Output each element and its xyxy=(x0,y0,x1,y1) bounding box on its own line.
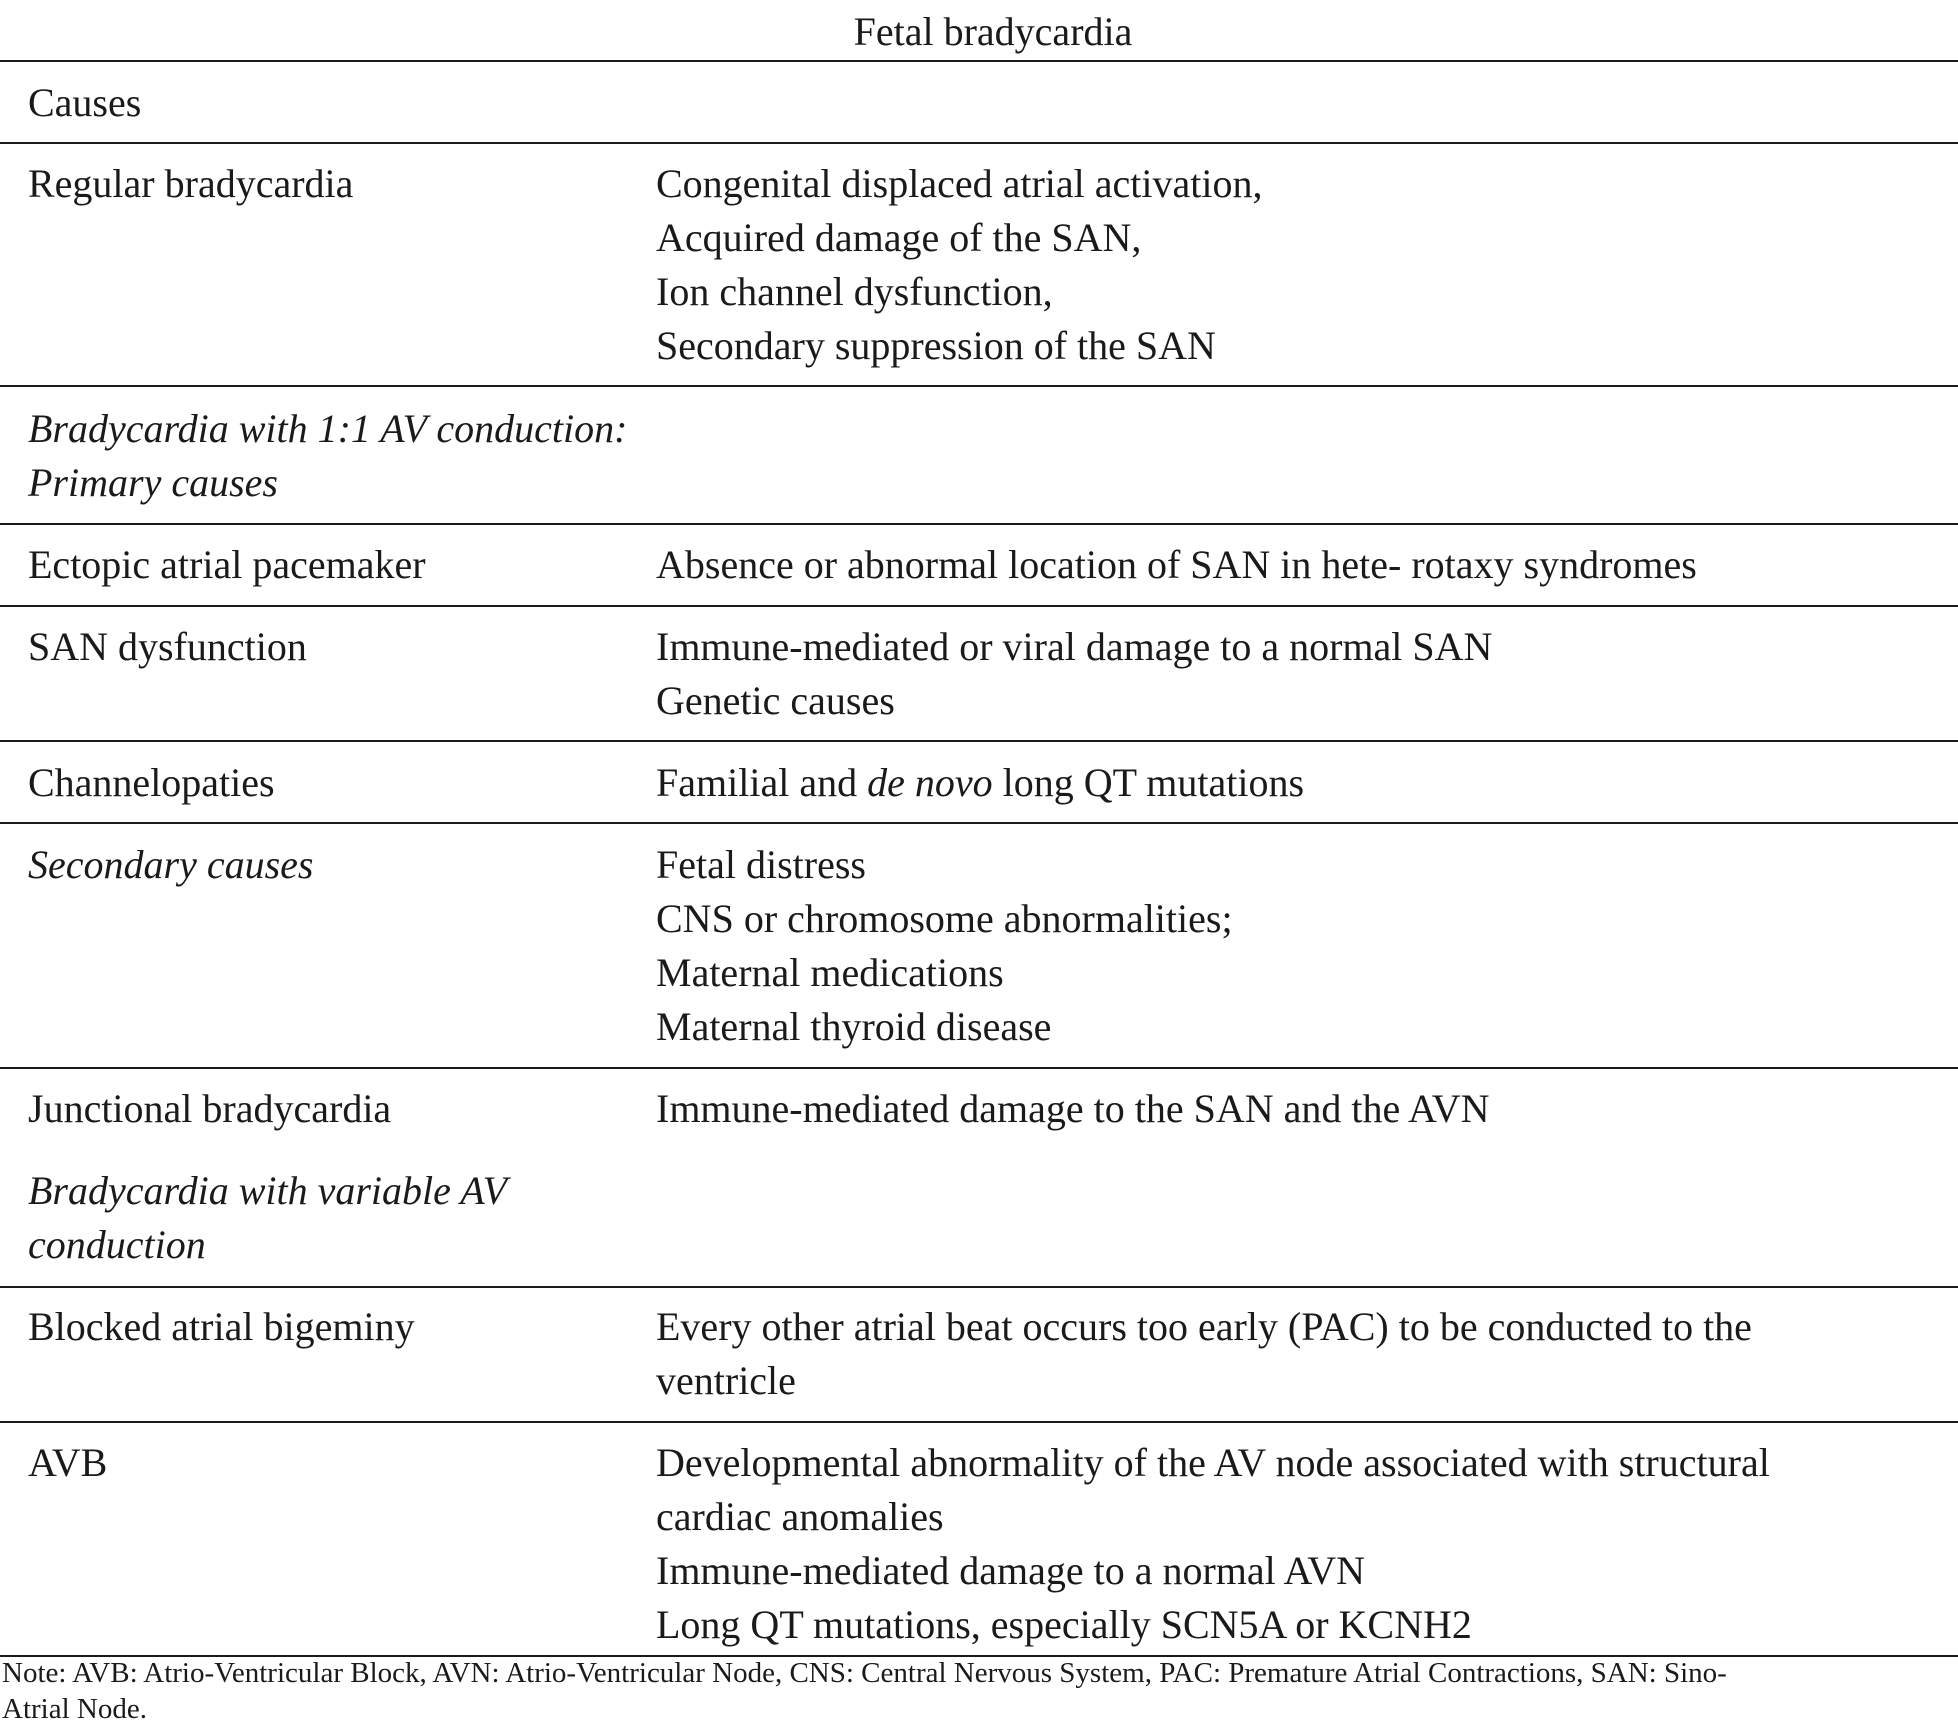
row-divider xyxy=(0,740,1958,742)
cell-line: cardiac anomalies xyxy=(656,1494,944,1539)
cell-line: Ectopic atrial pacemaker xyxy=(28,542,426,587)
row-channelopaties-label xyxy=(28,756,275,810)
cell-line: Immune-mediated damage to a normal AVN xyxy=(656,1548,1366,1593)
row-regular-bradycardia-causes xyxy=(656,157,1262,373)
row-divider xyxy=(0,1421,1958,1423)
cell-line: Ion channel dysfunction, xyxy=(656,269,1053,314)
cell-line: SAN dysfunction xyxy=(28,624,307,669)
row-divider xyxy=(0,385,1958,387)
row-regular-bradycardia-label xyxy=(28,157,353,211)
cell-line: Primary causes xyxy=(28,460,278,505)
row-secondary-causes-label xyxy=(28,838,313,892)
row-channelopaties-causes xyxy=(656,756,1304,810)
cell-line: Causes xyxy=(28,80,142,125)
note-line: Atrial Node. xyxy=(2,1693,147,1725)
note-line: Note: AVB: Atrio-Ventricular Block, AVN: Atrio-Ventricular Node, CNS: Central Nervous System, PAC: Premature Atrial Contractions, SAN: Sino- xyxy=(2,1657,1727,1689)
cell-line: Secondary suppression of the SAN xyxy=(656,323,1216,368)
row-divider xyxy=(0,1286,1958,1288)
row-causes-label xyxy=(28,76,141,130)
cell-line: Maternal medications xyxy=(656,950,1004,995)
row-avb-causes xyxy=(656,1436,1770,1652)
row-divider xyxy=(0,1067,1958,1069)
cell-line: Secondary causes xyxy=(28,842,314,887)
cell-line: Bradycardia with variable AV xyxy=(28,1168,508,1213)
cell-text-italic: de novo xyxy=(867,760,993,805)
cell-line: Maternal thyroid disease xyxy=(656,1004,1052,1049)
table-title: Fetal bradycardia xyxy=(853,9,1133,54)
row-blocked-atrial-bigeminy-causes xyxy=(656,1300,1752,1408)
row-junctional-bradycardia-causes xyxy=(656,1082,1490,1136)
cell-line: Congenital displaced atrial activation, xyxy=(656,161,1263,206)
row-secondary-causes-list xyxy=(656,838,1233,1054)
row-divider xyxy=(0,605,1958,607)
cell-line: conduction xyxy=(28,1222,206,1267)
cell-line: Blocked atrial bigeminy xyxy=(28,1304,415,1349)
cell-line: Bradycardia with 1:1 AV conduction: xyxy=(28,406,628,451)
row-avb-label xyxy=(28,1436,107,1490)
row-divider xyxy=(0,822,1958,824)
cell-line xyxy=(656,756,1304,810)
cell-line: Developmental abnormality of the AV node associated with structural xyxy=(656,1440,1770,1485)
section-1to1-av-conduction xyxy=(28,402,627,510)
cell-line: Regular bradycardia xyxy=(28,161,354,206)
table-note xyxy=(2,1655,1958,1727)
row-san-dysfunction-label xyxy=(28,620,307,674)
row-divider xyxy=(0,142,1958,144)
row-ectopic-atrial-pacemaker-causes xyxy=(656,538,1697,592)
cell-line: Every other atrial beat occurs too early (PAC) to be conducted to the xyxy=(656,1304,1752,1349)
cell-line: CNS or chromosome abnormalities; xyxy=(656,896,1233,941)
cell-line: Genetic causes xyxy=(656,678,895,723)
cell-line: Long QT mutations, especially SCN5A or KCNH2 xyxy=(656,1602,1472,1647)
row-divider xyxy=(0,523,1958,525)
cell-line: Immune-mediated or viral damage to a normal SAN xyxy=(656,624,1493,669)
cell-text: Familial and xyxy=(656,760,868,805)
row-ectopic-atrial-pacemaker-label xyxy=(28,538,426,592)
section-variable-av-conduction xyxy=(28,1164,507,1272)
cell-line: Absence or abnormal location of SAN in hete- rotaxy syndromes xyxy=(656,542,1697,587)
row-blocked-atrial-bigeminy-label xyxy=(28,1300,415,1354)
cell-line: ventricle xyxy=(656,1358,796,1403)
cell-line: AVB xyxy=(28,1440,108,1485)
cell-line: Fetal distress xyxy=(656,842,866,887)
cell-line: Acquired damage of the SAN, xyxy=(656,215,1142,260)
cell-text: long QT mutations xyxy=(992,760,1305,805)
cell-line: Immune-mediated damage to the SAN and the AVN xyxy=(656,1086,1490,1131)
row-junctional-bradycardia-label xyxy=(28,1082,391,1136)
cell-line: Junctional bradycardia xyxy=(28,1086,392,1131)
rule-top xyxy=(0,60,1958,62)
row-san-dysfunction-causes xyxy=(656,620,1492,728)
cell-line: Channelopaties xyxy=(28,760,275,805)
